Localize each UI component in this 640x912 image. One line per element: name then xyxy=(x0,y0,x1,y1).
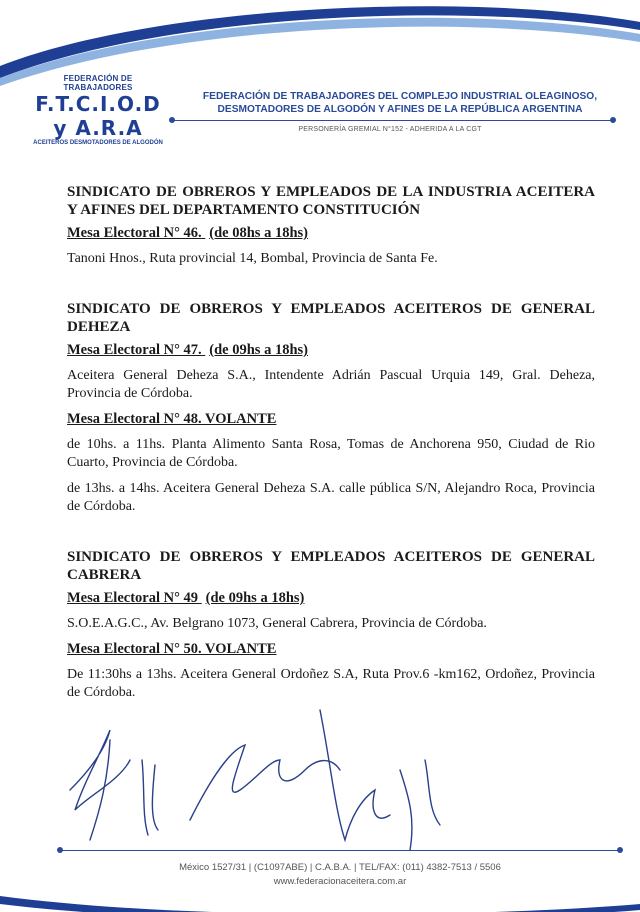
signature-4 xyxy=(320,710,390,840)
logo-mark: F.T.C.I.O.D y A.R.A xyxy=(35,92,161,140)
organization-line-1: FEDERACIÓN DE TRABAJADORES DEL COMPLEJO INDUSTRIAL OLEAGINOSO, xyxy=(202,91,598,102)
header-rule xyxy=(172,120,612,121)
logo-bottom-text: ACEITEROS DESMOTADORES DE ALGODÓN xyxy=(33,140,163,146)
signature-2 xyxy=(142,760,158,835)
header-rule-dot-right xyxy=(610,117,616,123)
mesa-location: De 11:30hs a 13hs. Aceitera General Ordoñez S.A, Ruta Prov.6 -km162, Ordoñez, Provincia de Córdoba. xyxy=(67,667,595,700)
footer-swoosh xyxy=(0,860,640,912)
section-title: SINDICATO DE OBREROS Y EMPLEADOS DE LA INDUSTRIA ACEITERA Y AFINES DEL DEPARTAMENTO CONSTITUCIÓN xyxy=(67,184,595,218)
footer-address: México 1527/31 | (C1097ABE) | C.A.B.A. | TEL/FAX: (011) 4382-7513 / 5506 xyxy=(179,862,501,873)
mesa-label: Mesa Electoral N° 50. VOLANTE xyxy=(67,641,277,657)
mesa-location: Aceitera General Deheza S.A., Intendente Adrián Pascual Urquia 149, Gral. Deheza, Provincia de Córdoba. xyxy=(67,368,595,401)
mesa-label: Mesa Electoral N° 46. xyxy=(67,225,202,241)
signature-3 xyxy=(190,745,340,820)
section-general-cabrera xyxy=(67,548,595,702)
mesa-48-heading xyxy=(67,411,595,428)
section-general-deheza xyxy=(67,300,595,516)
federation-logo xyxy=(28,74,168,146)
organization-line-2: DESMOTADORES DE ALGODÓN Y AFINES DE LA REPÚBLICA ARGENTINA xyxy=(217,104,583,115)
section-title: SINDICATO DE OBREROS Y EMPLEADOS ACEITEROS DE GENERAL DEHEZA xyxy=(67,301,595,335)
mesa-time: (de 09hs a 18hs) xyxy=(205,590,305,606)
mesa-time: (de 08hs a 18hs) xyxy=(209,225,308,241)
section-constitucion xyxy=(67,183,595,268)
mesa-time: (de 09hs a 18hs) xyxy=(209,342,308,358)
mesa-location: Tanoni Hnos., Ruta provincial 14, Bombal, Provincia de Santa Fe. xyxy=(67,251,438,266)
footer-website: www.federacionaceitera.com.ar xyxy=(273,876,407,887)
mesa-location: de 10hs. a 11hs. Planta Alimento Santa Rosa, Tomas de Anchorena 950, Ciudad de Rio Cuarto, Provincia de Córdoba. xyxy=(67,437,595,470)
mesa-location: S.O.E.A.G.C., Av. Belgrano 1073, General Cabrera, Provincia de Córdoba. xyxy=(67,616,487,631)
signatures xyxy=(30,700,480,860)
mesa-label: Mesa Electoral N° 48. VOLANTE xyxy=(67,411,277,427)
mesa-46-heading xyxy=(67,225,595,242)
document-body xyxy=(67,183,595,710)
mesa-47-heading xyxy=(67,342,595,359)
signature-5 xyxy=(400,760,440,850)
mesa-label: Mesa Electoral N° 47. xyxy=(67,342,202,358)
section-title: SINDICATO DE OBREROS Y EMPLEADOS ACEITEROS DE GENERAL CABRERA xyxy=(67,549,595,583)
signature-1 xyxy=(70,730,130,810)
organization-name xyxy=(190,90,610,116)
mesa-49-heading xyxy=(67,590,595,607)
footer-rule xyxy=(60,850,620,851)
mesa-50-heading xyxy=(67,641,595,658)
mesa-location: de 13hs. a 14hs. Aceitera General Deheza S.A. calle pública S/N, Alejandro Roca, Provincia de Córdoba. xyxy=(67,481,595,514)
mesa-label: Mesa Electoral N° 49 xyxy=(67,590,199,606)
footer-rule-dot-right xyxy=(617,847,623,853)
logo-top-text: FEDERACIÓN DE TRABAJADORES xyxy=(63,74,133,92)
personeria-gremial: PERSONERÍA GREMIAL N°152 - ADHERIDA A LA CGT xyxy=(298,126,482,133)
